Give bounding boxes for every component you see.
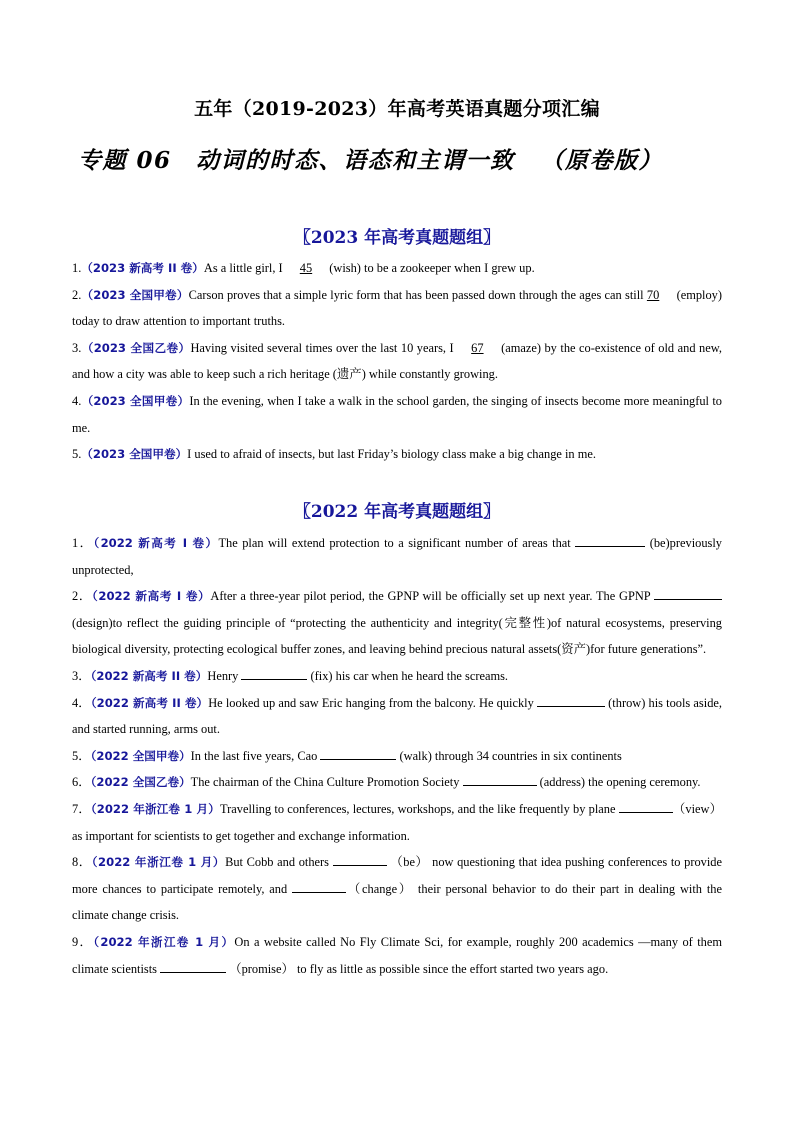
question-source: （2022 年浙江卷 1 月）: [93, 934, 235, 949]
answer-blank: [320, 747, 396, 760]
question-2022-9: 9．（2022 年浙江卷 1 月）On a website called No Fly Climate Sci, for example, roughly 200 academics —many of them climate scientists （promise） to fly as little as possible since the effort started two years ago.: [72, 934, 722, 976]
question-source: （2022 新高考 I 卷）: [93, 536, 219, 550]
question-source: （2022 年浙江卷 1 月）: [91, 855, 226, 870]
answer-blank: [619, 800, 673, 813]
question-2023-5: 5.（2023 全国甲卷）I used to afraid of insects, but last Friday’s biology class make a big change in me.: [72, 447, 596, 462]
question-2023-2: 2.（2023 全国甲卷）Carson proves that a simple lyric form that has been passed down through the ages can still 70 (employ) today to draw attention to important truths.: [72, 282, 722, 335]
question-2023-4: 4.（2023 全国甲卷）In the evening, when I take a walk in the school garden, the singing of insects become more meaningful to me.: [72, 393, 722, 435]
question-2022-8: 8．（2022 年浙江卷 1 月）But Cobb and others （be） now questioning that idea pushing conferences to provide more chances to participate remotely, and （change） their personal behavior to do their part in dealing with the climate change crisis.: [72, 855, 722, 923]
question-source: （2023 全国甲卷）: [81, 447, 188, 462]
question-list-2022: [72, 530, 722, 982]
question-2022-7: 7．（2022 年浙江卷 1 月）Travelling to conferences, lectures, workshops, and the like frequently by plane （view） as important for scientists to get together and exchange information.: [72, 801, 722, 843]
answer-blank: [160, 960, 226, 973]
document-title: 五年（2019-2023）年高考英语真题分项汇编: [194, 98, 600, 120]
question-source: （2022 全国甲卷）: [90, 748, 191, 763]
question-source: （2023 全国甲卷）: [81, 287, 189, 302]
question-2023-1: 1.（2023 新高考 II 卷）As a little girl, I 45 (wish) to be a zookeeper when I grew up.: [72, 255, 722, 282]
question-2022-6: 6．（2022 全国乙卷）The chairman of the China Culture Promotion Society (address) the opening ceremony.: [72, 775, 701, 790]
answer-blank: 70: [646, 287, 660, 302]
topic-title-suffix: （原卷版）: [540, 147, 664, 174]
question-2022-4: 4．（2022 新高考 II 卷）He looked up and saw Eric hanging from the balcony. He quickly (throw) his tools aside, and started running, arms out.: [72, 695, 722, 737]
section-heading-2022: 〖2022 年高考真题题组〗: [293, 502, 501, 522]
answer-blank: [463, 773, 537, 786]
question-2022-2: 2．（2022 新高考 I 卷）After a three-year pilot period, the GPNP will be officially set up next year. The GPNP (design)to reflect the guiding principle of “protecting the authenticity and integrity(完整性)of natural ecosystems, preserving biological diversity, protecting ecological buffer zones, and leaving behind precious natural assets(资产)for future generations”.: [72, 589, 722, 657]
answer-blank: [537, 694, 605, 707]
question-list-2023: [72, 255, 722, 468]
answer-blank: [292, 880, 346, 893]
topic-title: [78, 142, 738, 175]
question-2022-1: 1．（2022 新高考 I 卷）The plan will extend protection to a significant number of areas that (be)previously unprotected,: [72, 536, 722, 577]
answer-blank: 45: [299, 261, 313, 275]
question-source: （2022 新高考 I 卷）: [91, 589, 211, 604]
question-source: （2023 全国乙卷）: [81, 340, 191, 355]
question-source: （2022 年浙江卷 1 月）: [90, 801, 220, 816]
section-heading-2023: 〖2023 年高考真题题组〗: [293, 228, 501, 248]
answer-blank: [241, 667, 307, 680]
question-source: （2023 新高考 II 卷）: [81, 261, 204, 275]
question-2023-3: 3.（2023 全国乙卷）Having visited several times over the last 10 years, I 67 (amaze) by the co-existence of old and new, and how a city was able to keep such a rich heritage (遗产) while constantly growing.: [72, 335, 722, 388]
answer-blank: [575, 534, 645, 547]
question-source: （2022 新高考 II 卷）: [90, 668, 208, 683]
answer-blank: 67: [471, 340, 484, 355]
question-2022-3: 3．（2022 新高考 II 卷）Henry (fix) his car when he heard the screams.: [72, 668, 509, 683]
answer-blank: [333, 853, 387, 866]
question-source: （2022 新高考 II 卷）: [90, 695, 209, 710]
question-source: （2023 全国甲卷）: [81, 393, 190, 408]
question-source: （2022 全国乙卷）: [90, 775, 191, 790]
topic-title-main: 专题 06 动词的时态、语态和主谓一致: [78, 147, 515, 174]
answer-blank: [654, 587, 722, 600]
question-2022-5: 5．（2022 全国甲卷）In the last five years, Cao (walk) through 34 countries in six continents: [72, 748, 622, 763]
